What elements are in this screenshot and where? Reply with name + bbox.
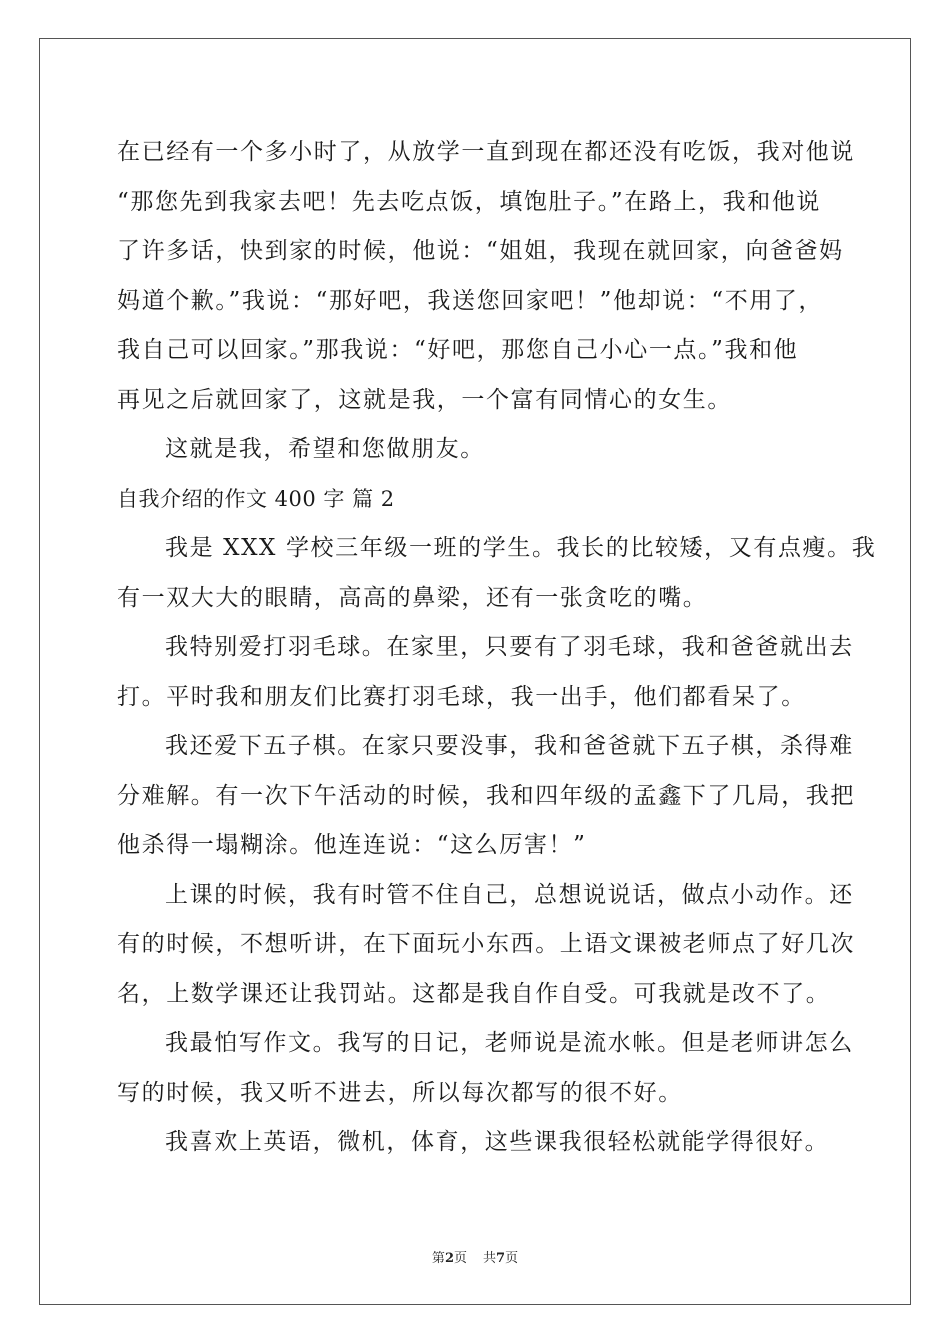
text-line: 我是 XXX 学校三年级一班的学生。我长的比较矮，又有点瘦。我: [165, 535, 877, 561]
text-line: 打。平时我和朋友们比赛打羽毛球，我一出手，他们都看呆了。: [117, 683, 806, 710]
document-body: [117, 128, 877, 1168]
page-indicator: [432, 1247, 467, 1266]
paragraph: [117, 623, 854, 722]
text-line: “那您先到我家去吧！先去吃点饭，填饱肚子。”在路上，我和他说: [117, 188, 822, 215]
text-line: 妈道个歉。”我说：“那好吧，我送您回家吧！”他却说：“不用了，: [117, 287, 824, 314]
total-suffix: 页: [505, 1251, 519, 1266]
paragraph: [117, 1019, 854, 1118]
paragraph: [117, 128, 855, 425]
heading-text: 自我介绍的作文 400 字 篇 2: [117, 486, 395, 511]
text-line: 名，上数学课还让我罚站。这都是我自作自受。可我就是改不了。: [117, 980, 831, 1007]
text-line: 有一双大大的眼睛，高高的鼻梁，还有一张贪吃的嘴。: [117, 584, 708, 611]
text-line: 我喜欢上英语，微机，体育，这些课我很轻松就能学得很好。: [165, 1129, 830, 1155]
text-line: 我最怕写作文。我写的日记，老师说是流水帐。但是老师讲怎么: [165, 1030, 854, 1056]
section-heading: [117, 475, 837, 525]
text-line: 这就是我，希望和您做朋友。: [165, 436, 485, 462]
paragraph: [117, 871, 855, 1020]
paragraph: [117, 1118, 837, 1168]
text-line: 我自己可以回家。”那我说：“好吧，那您自己小心一点。”我和他: [117, 337, 799, 363]
text-line: 我特别爱打羽毛球。在家里，只要有了羽毛球，我和爸爸就出去: [165, 634, 854, 660]
page-prefix: 第: [431, 1251, 445, 1266]
page-number: 2: [444, 1251, 454, 1266]
text-line: 他杀得一塌糊涂。他连连说：“这么厉害！”: [117, 832, 587, 858]
paragraph: [117, 722, 855, 871]
text-line: 了许多话，快到家的时候，他说：“姐姐，我现在就回家，向爸爸妈: [117, 238, 844, 264]
text-line: 在已经有一个多小时了，从放学一直到现在都还没有吃饭，我对他说: [117, 139, 855, 165]
total-pages: [483, 1247, 518, 1266]
text-line: 再见之后就回家了，这就是我，一个富有同情心的女生。: [117, 386, 732, 413]
total-prefix: 共: [483, 1251, 497, 1266]
page-suffix: 页: [453, 1251, 467, 1266]
text-line: 有的时候，不想听讲，在下面玩小东西。上语文课被老师点了好几次: [117, 931, 855, 957]
text-line: 写的时候，我又听不进去，所以每次都写的很不好。: [117, 1079, 683, 1106]
text-line: 分难解。有一次下午活动的时候，我和四年级的孟鑫下了几局，我把: [117, 782, 855, 809]
text-line: 上课的时候，我有时管不住自己，总想说说话，做点小动作。还: [165, 881, 854, 908]
text-line: 我还爱下五子棋。在家只要没事，我和爸爸就下五子棋，杀得难: [165, 733, 854, 759]
page-footer: [0, 1247, 950, 1266]
paragraph: [117, 425, 837, 475]
total-number: 7: [496, 1251, 506, 1266]
paragraph: [117, 524, 877, 623]
